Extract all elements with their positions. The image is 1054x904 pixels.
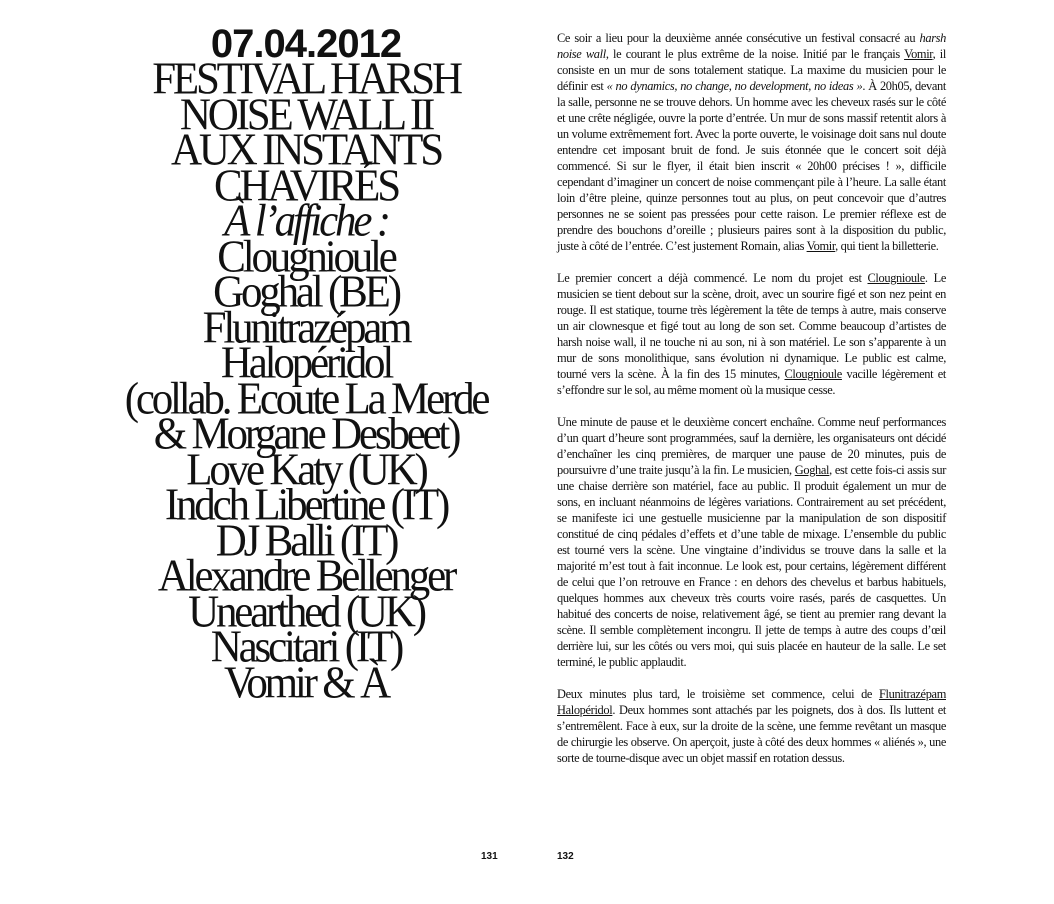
lineup-item: Goghal (BE) <box>213 267 399 318</box>
festival-poster <box>96 22 516 708</box>
paragraph: Le premier concert a déjà commencé. Le nom du projet est Clougnioule. Le musicien se tient debout sur la scène, droit, avec un sourire figé et son nez peint en rouge. Il est statique, tourne très légèrement la tête de temps à autre, mais conserve un air clownesque et figé tout au long de son set. Comme beaucoup d’artistes de harsh noise wall, il ne touche ni au son, ni à son matériel. Le son s’apparente à un mur de sons monolithique, sans évolution ni dynamique. Le public est calme, tourné vers la scène. À la fin des 15 minutes, Clougnioule vacille légèrement et s’effondre sur le sol, au même moment où la musique cesse. <box>557 271 946 397</box>
poster-title-line: NOISE WALL II <box>179 90 433 140</box>
page-number-right: 132 <box>557 851 574 862</box>
page-number-left: 131 <box>481 851 498 862</box>
artist-name: Vomir <box>904 47 933 61</box>
artist-name: Vomir <box>806 239 836 253</box>
lineup-item: Love Katy (UK) <box>186 445 426 495</box>
lineup-item: DJ Balli (IT) <box>215 516 397 566</box>
artist-name: Goghal <box>794 463 830 477</box>
poster-date: 07.04.2012 <box>210 22 402 66</box>
paragraph: Ce soir a lieu pour la deuxième année consécutive un festival consacré au harsh noise wall, le courant le plus extrême de la noise. Initié par le français Vomir, il consiste en un mur de sons totalement statique. La maxime du musicien pour le définir est « no dynamics, no change, no development, no ideas ». À 20h05, devant la salle, personne ne se trouve dehors. Un homme avec les cheveux rasés sur le côté et une crête négligée, ouvre la porte d’entrée. Un mur de sons massif retentit alors à un volume extrêmement fort. Avec la porte ouverte, le voisinage doit sans nul doute entendre cet imposant bruit de fond. Je suis étonnée que le concert soit déjà commencé. Si sur le flyer, il était bien inscrit « 20h00 précises ! », difficile cependant d’imaginer un concert de noise commençant pile à l’heure. La salle étant loin d’être pleine, quinze personnes tout au plus, on peut concevoir que d’autres personnes ne se soient pas pressées pour cette raison. Le premier réflexe est de prendre des bouchons d’oreille ; plusieurs paires sont à la disposition du public, juste à côté de l’entrée. C’est justement Romain, alias Vomir, qui tient la billetterie. <box>557 31 946 253</box>
poster-affiche-label: À l’affiche : <box>224 196 388 247</box>
lineup-item: Flunitrazépam <box>202 303 410 353</box>
paragraph: Une minute de pause et le deuxième concert enchaîne. Comme neuf performances d’un quart d’heure sont programmées, sauf la dernière, les organisateurs ont décidé d’enchaîner les cinq premières, de marquer une pause de 20 minutes, puis de poursuivre d’une traite jusqu’à la fin. Le musicien, Goghal, est cette fois-ci assis sur une chaise derrière son matériel, face au public. Il produit également un mur de sons, en incluant néanmoins de légères variations. Contrairement au set précédent, se manifeste ici une gestuelle musicienne par la manipulation de son dispositif constitué de cinq pédales d’effets et d’une table de mixage. L’ensemble du public est tourné vers la scène. Une vingtaine d’individus se trouve dans la salle et la majorité m’est tout à fait inconnue. Le look est, pour certains, légèrement différent de celui que l’on retrouve en France : en dehors des chevelus et barbus habituels, quelques hommes aux cheveux très courts voire rasés, parés de casquettes. Un habitué des concerts de noise, relativement âgé, se tient au premier rang devant la scène. Il semble complètement incongru. Il jette de temps à autre des coups d’œil derrière lui, sur les côtés ou vers moi, qui suis placée en hauteur de la salle. Le set terminé, le public applaudit. <box>557 415 946 669</box>
lineup-item: & Morgane Desbeet) <box>153 409 459 460</box>
artist-name: Flunitrazépam Halopéridol <box>557 687 946 717</box>
artist-name: Clougnioule <box>867 271 925 285</box>
article-body <box>557 30 946 782</box>
paragraph: Deux minutes plus tard, le troisième set commence, celui de Flunitrazépam Halopéridol. Deux hommes sont attachés par les poignets, dos à dos. Ils luttent et s’entremêlent. Face à eux, sur la droite de la scène, une femme revêtant un masque de chirurgie les observe. On aperçoit, juste à côté des deux hommes « aliénés », une sorte de tourne-disque avec un objet massif en rotation dessus. <box>557 687 946 765</box>
poster-title-line: AUX INSTANTS <box>171 125 441 176</box>
lineup-item: Alexandre Bellenger <box>157 551 455 602</box>
lineup-item: Clougnioule <box>217 232 395 282</box>
lineup-item: Nascitari (IT) <box>210 622 402 673</box>
lineup-item: Halopéridol <box>220 338 392 389</box>
lineup-item: Vomir & À <box>224 658 388 708</box>
right-page <box>527 0 1054 904</box>
lineup-item: Indch Libertine (IT) <box>164 480 448 531</box>
poster-title-line: FESTIVAL HARSH <box>152 54 460 105</box>
lineup-item: (collab. Ecoute La Merde <box>124 374 488 424</box>
term-harsh-noise-wall: harsh noise wall <box>557 31 946 61</box>
lineup-item: Unearthed (UK) <box>188 587 424 637</box>
poster-title-line: CHAVIRÉS <box>214 161 398 211</box>
artist-name: Clougnioule <box>784 367 842 381</box>
quote: « no dynamics, no change, no development, no ideas » <box>606 79 863 93</box>
